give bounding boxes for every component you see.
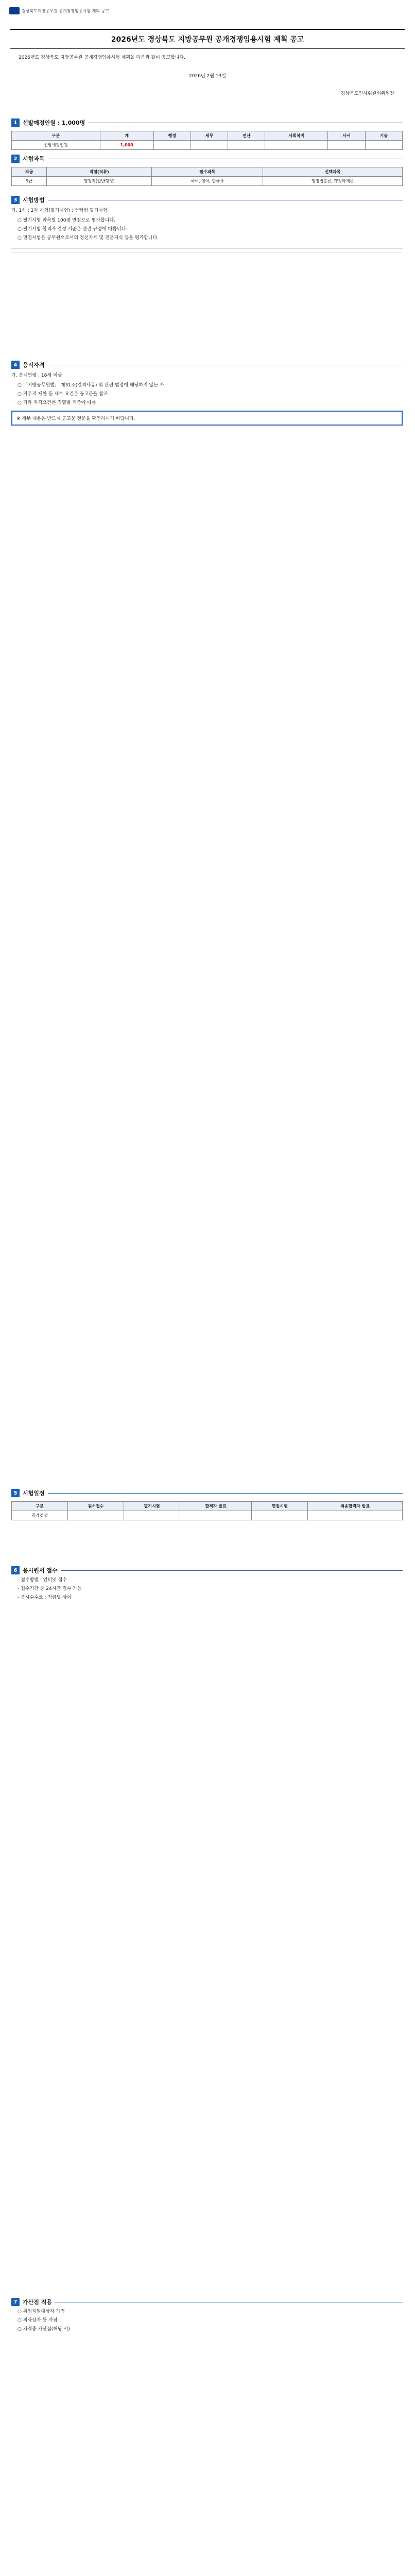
section-7-item: ○ 취업지원대상자 가점 <box>18 2308 403 2315</box>
section-4-list <box>18 382 403 406</box>
s1-td <box>365 141 402 150</box>
section-6-title: 응시원서 접수 <box>23 1567 58 1574</box>
s1-th: 세무 <box>191 131 228 141</box>
s1-td: 선발예정인원 <box>12 141 100 150</box>
s2-th: 필수과목 <box>152 167 263 177</box>
section-1-table-wrap <box>11 131 403 150</box>
section-2-number: 2 <box>11 155 20 163</box>
top-bar <box>9 7 109 14</box>
section-5-number: 5 <box>11 1489 20 1497</box>
s2-th: 선택과목 <box>263 167 403 177</box>
section-6-item: - 접수방법 : 인터넷 접수 <box>18 1577 403 1584</box>
s5-td <box>252 1511 308 1520</box>
section-3-item: ○ 면접시험은 공무원으로서의 정신자세 및 전문지식 등을 평가합니다. <box>18 234 403 242</box>
s2-td: 국어, 영어, 한국사 <box>152 177 263 186</box>
s1-th: 전산 <box>228 131 265 141</box>
section-7-item: ○ 자격증 가산점(해당 시) <box>18 2326 403 2333</box>
section-1 <box>11 118 403 150</box>
s1-th: 구분 <box>12 131 100 141</box>
section-2-title: 시험과목 <box>23 156 45 162</box>
section-3-lead: 가. 1차 : 2차 시험(필기시험) : 선택형 필기시험 <box>11 208 108 213</box>
section-7 <box>11 2298 403 2576</box>
section-4-item: ○ 거주지 제한 등 세부 요건은 공고문을 참조 <box>18 391 403 398</box>
section-3-number: 3 <box>11 196 20 204</box>
section-5-heading <box>11 1489 403 1497</box>
section-3-dense-text <box>11 245 403 252</box>
section-7-item: ○ 의사상자 등 가점 <box>18 2317 403 2324</box>
section-5-divider <box>48 1493 403 1494</box>
text-line <box>11 248 403 249</box>
section-5-title: 시험일정 <box>23 1490 45 1497</box>
s1-td <box>153 141 191 150</box>
section-6-dense-text <box>11 1604 403 2223</box>
section-5-table-header <box>12 1502 403 1511</box>
section-5 <box>11 1489 403 1520</box>
intro-text: 2026년도 경상북도 지방공무원 공개경쟁임용시험 계획을 다음과 같이 공고합니다. <box>19 55 186 60</box>
s2-th: 직급 <box>12 167 47 177</box>
section-6-heading <box>11 1566 403 1574</box>
section-3-title: 시험방법 <box>23 197 45 204</box>
section-7-number: 7 <box>11 2298 20 2306</box>
section-1-table-header <box>12 131 403 141</box>
s1-td <box>228 141 265 150</box>
s5-th: 합격자 발표 <box>180 1502 252 1511</box>
section-2-heading <box>11 155 403 163</box>
section-7-dense-text <box>11 2336 403 2576</box>
section-2-table-wrap <box>11 167 403 186</box>
publish-date: 2026년 2월 13일 <box>189 74 226 79</box>
section-1-title: 선발예정인원 : 1,000명 <box>23 120 85 126</box>
section-3-list <box>18 217 403 242</box>
section-4 <box>11 361 403 1181</box>
section-2 <box>11 155 403 186</box>
top-label: 경상북도지방공무원 공개경쟁임용시험 계획 공고 <box>22 8 109 13</box>
section-5-table <box>11 1501 403 1520</box>
section-5-table-row <box>12 1511 403 1520</box>
s5-th: 최종합격자 발표 <box>308 1502 403 1511</box>
s1-th: 계 <box>100 131 153 141</box>
s5-td <box>124 1511 180 1520</box>
section-4-heading <box>11 361 403 369</box>
section-3-item: ○ 필기시험 과목별 100점 만점으로 평가합니다. <box>18 217 403 224</box>
section-2-table <box>11 167 403 186</box>
s5-td <box>180 1511 252 1520</box>
section-7-heading <box>11 2298 403 2306</box>
s5-td <box>68 1511 124 1520</box>
section-1-heading <box>11 118 403 127</box>
s1-td <box>191 141 228 150</box>
section-6-number: 6 <box>11 1566 20 1574</box>
section-5-table-wrap <box>11 1501 403 1520</box>
s1-td: 1,000 <box>100 141 153 150</box>
s2-td: 행정직(일반행정) <box>47 177 152 186</box>
s5-td <box>308 1511 403 1520</box>
s2-td: 9급 <box>12 177 47 186</box>
seal-icon <box>9 7 20 14</box>
section-7-list <box>18 2308 403 2333</box>
section-4-number: 4 <box>11 361 20 369</box>
s1-th: 행정 <box>153 131 191 141</box>
section-3-heading <box>11 196 403 204</box>
s1-th: 기술 <box>365 131 402 141</box>
notice-box: ※ 세부 내용은 반드시 공고문 전문을 확인하시기 바랍니다. <box>11 411 403 426</box>
section-4-dense-text <box>11 429 403 1181</box>
section-7-title: 가산점 적용 <box>23 2299 52 2306</box>
s5-th: 구분 <box>12 1502 68 1511</box>
section-4-item: ○ 「지방공무원법」 제31조(결격사유) 및 관련 법령에 해당하지 않는 자 <box>18 382 403 389</box>
section-3 <box>11 196 403 256</box>
section-1-table <box>11 131 403 150</box>
s5-th: 면접시험 <box>252 1502 308 1511</box>
s1-th: 사회복지 <box>265 131 328 141</box>
s2-td: 행정법총론, 행정학개론 <box>263 177 403 186</box>
section-6-item: - 접수기간 중 24시간 접수 가능 <box>18 1585 403 1592</box>
s1-td <box>328 141 365 150</box>
s1-th: 사서 <box>328 131 365 141</box>
issuer-name: 경상북도인사위원회위원장 <box>340 91 394 96</box>
section-4-lead: 가. 응시연령 : 18세 이상 <box>11 373 62 378</box>
section-4-item: ○ 기타 자격요건은 직렬별 기준에 따름 <box>18 399 403 406</box>
section-6-divider <box>61 1570 403 1571</box>
section-6-list <box>18 1577 403 1601</box>
section-2-table-row <box>12 177 403 186</box>
s5-th: 필기시험 <box>124 1502 180 1511</box>
section-3-item: ○ 필기시험 합격자 결정 기준은 관련 규정에 따릅니다. <box>18 226 403 233</box>
document-title: 2026년도 경상북도 지방공무원 공개경쟁임용시험 계획 공고 <box>10 29 405 49</box>
section-4-title: 응시자격 <box>23 362 45 368</box>
s1-td <box>265 141 328 150</box>
s2-th: 직렬(직류) <box>47 167 152 177</box>
section-6 <box>11 1566 403 2223</box>
section-1-table-row <box>12 141 403 150</box>
section-1-number: 1 <box>11 118 20 127</box>
section-6-item: - 응시수수료 : 직급별 상이 <box>18 1594 403 1601</box>
section-2-table-header <box>12 167 403 177</box>
s5-td: 공개경쟁 <box>12 1511 68 1520</box>
s5-th: 원서접수 <box>68 1502 124 1511</box>
